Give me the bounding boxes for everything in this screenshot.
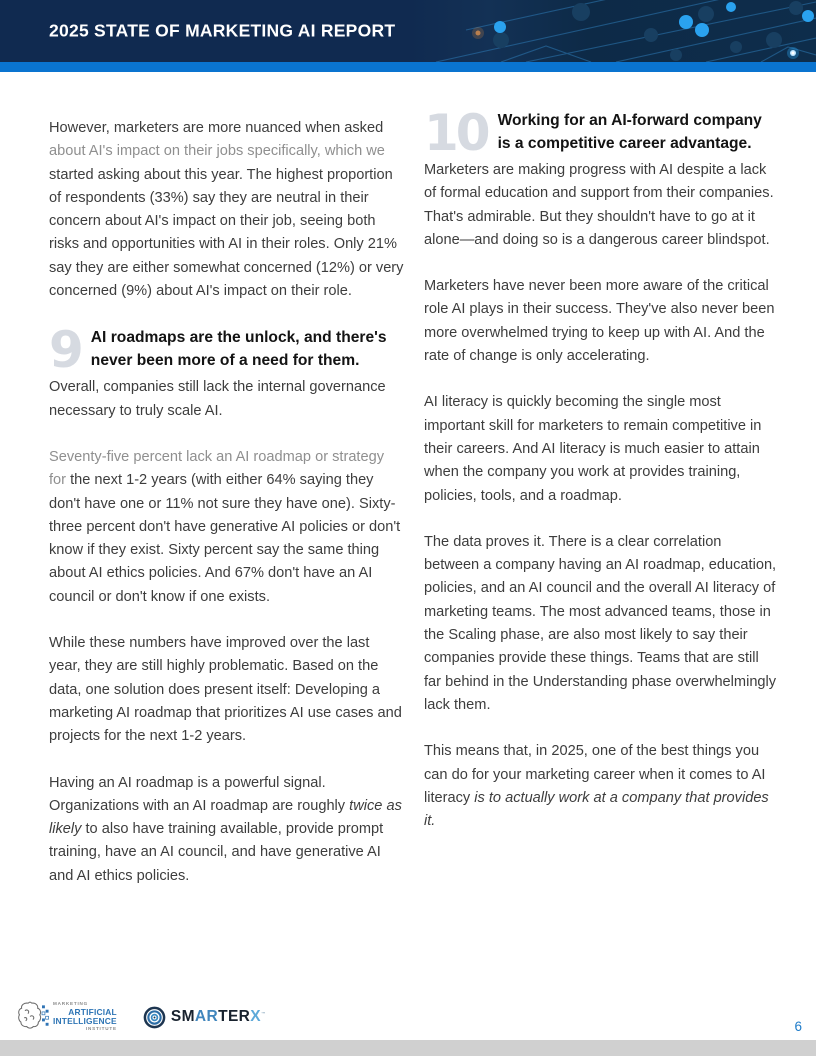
paragraph	[49, 772, 404, 888]
text-segment: Having an AI roadmap is a powerful signal. Organizations with an AI roadmap are roughly	[49, 774, 350, 814]
paragraph	[424, 740, 779, 833]
paragraph: While these numbers have improved over the last year, they are still highly problematic. Based on the data, one solution does present itself: Developing a marketing AI roadmap that prioritizes AI use cases and projects for the next 1-2 years.	[49, 635, 402, 745]
section-title: Working for an AI-forward company is a competitive career advantage.	[497, 112, 762, 152]
smarterx-wordmark	[171, 1009, 266, 1025]
wordmark-segment: SM	[170, 1008, 195, 1026]
paragraph: Marketers are making progress with AI despite a lack of formal education and support from their companies. That's admirable. But they shouldn't have to go at it alone—and doing so is a dangerous career blindspot.	[424, 162, 774, 248]
text-segment: This means that, in 2025, one of the best things you can do for your marketing career when it comes to AI literacy	[424, 743, 766, 806]
text-segment-italic: is to actually work at a company that provides it.	[424, 789, 769, 830]
text-segment: However, marketers are more nuanced when asked	[49, 120, 384, 136]
section-number: 9	[49, 321, 81, 380]
section-number: 10	[424, 104, 488, 162]
left-column	[49, 117, 404, 888]
paragraph: Marketers have never been more aware of the critical role AI plays in their success. They've also never been more overwhelmed trying to keep up with AI. And the rate of change is only accelerating.	[424, 278, 775, 365]
paragraph: The data proves it. There is a clear correlation between a company having an AI roadmap, education, policies, and an AI council and the overall AI literacy of marketing teams. The most advanced teams, those in the Scaling phase, are also most likely to say their companies provide these things. Teams that are still far behind in the Understanding phase overwhelmingly lack them.	[424, 533, 777, 713]
maii-line-intelligence: INTELLIGENCE	[53, 1016, 117, 1026]
report-title: 2025 STATE OF MARKETING AI REPORT	[49, 20, 396, 41]
right-column	[424, 104, 779, 833]
section-9-header	[49, 321, 404, 380]
text-segment: started asking about this year. The highest proportion of respondents (33%) say they are neutral in their concern about AI's impact on their job, seeing both risks and opportunities with AI in their roles. Only 21% say they are either somewhat concerned (12%) or very concerned (9%) about AI's impact on their role.	[49, 166, 404, 300]
smarterx-logo	[143, 1006, 266, 1029]
wordmark-segment: X	[250, 1008, 262, 1026]
smarterx-rings-icon	[143, 1006, 166, 1029]
page-header	[0, 0, 816, 62]
paragraph: AI literacy is quickly becoming the single most important skill for marketers to remain competitive in their careers. And AI literacy is much easier to attain when the company you work at provides training, policies, tools, and a roadmap.	[424, 394, 762, 504]
page-number: 6	[794, 1019, 802, 1034]
text-segment-muted: Seventy-five percent lack an AI roadmap or strategy for	[49, 448, 385, 489]
maii-logo	[18, 998, 117, 1036]
bottom-bar	[0, 1040, 816, 1056]
section-title: AI roadmaps are the unlock, and there's never been more of a need for them.	[90, 329, 387, 370]
maii-line-institute: INSTITUTE	[85, 1026, 117, 1031]
text-segment: to also have training available, provide prompt training, have an AI council, and have generative AI and AI ethics policies.	[49, 821, 384, 884]
text-segment-italic: twice as likely	[49, 797, 402, 838]
trademark-symbol: ™	[261, 1011, 266, 1017]
text-segment-muted: about AI's impact on their jobs specifically, which we	[49, 143, 385, 160]
maii-line-artificial: ARTIFICIAL	[68, 1007, 117, 1017]
paragraph	[49, 117, 404, 303]
section-10-header	[424, 104, 779, 162]
paragraph: Overall, companies still lack the internal governance necessary to truly scale AI.	[49, 379, 386, 419]
maii-line-marketing: MARKETING	[53, 1001, 89, 1007]
maii-brain-icon	[18, 998, 50, 1036]
wordmark-segment: AR	[194, 1008, 219, 1026]
accent-stripe	[0, 62, 816, 72]
circuit-pattern-decoration	[376, 0, 816, 62]
wordmark-segment: TER	[218, 1008, 251, 1026]
footer-logos	[18, 998, 266, 1036]
maii-logo-text	[53, 1001, 117, 1032]
paragraph	[49, 446, 404, 609]
text-segment: the next 1-2 years (with either 64% saying they don't have one or 11% not sure they have one). Sixty-three percent don't have generative AI policies or don't know if they exist. Sixty percent say the same thing about AI ethics policies. And 67% don't have an AI council or don't know if one exists.	[49, 472, 401, 605]
